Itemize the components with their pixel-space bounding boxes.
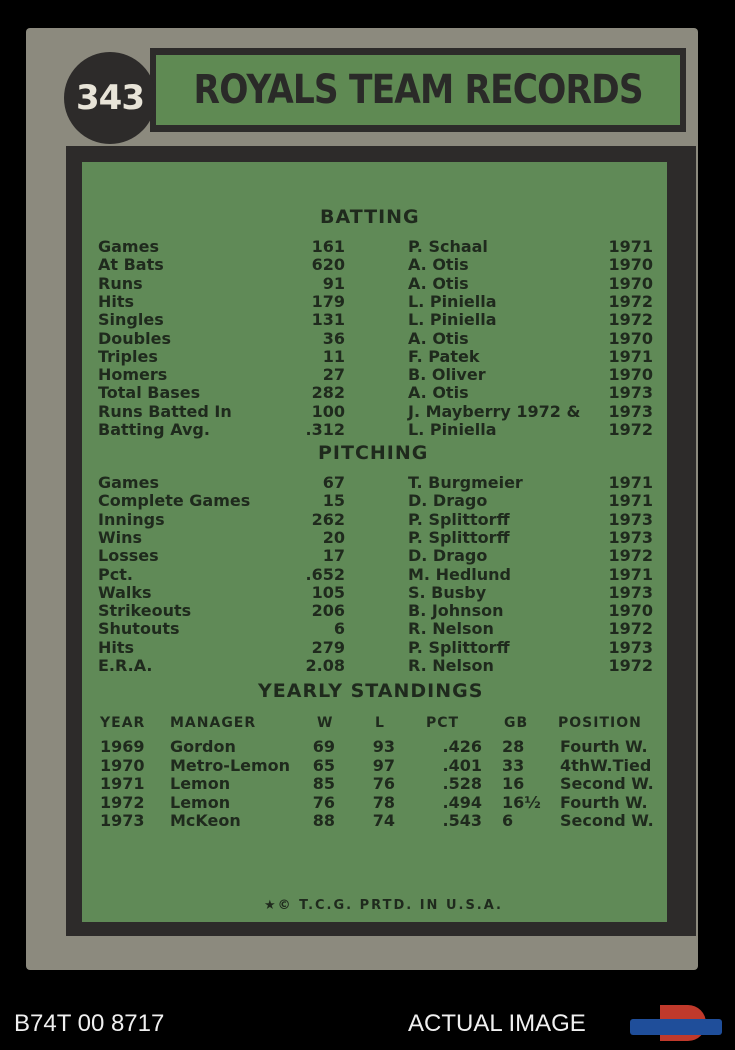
batting-row [82, 275, 667, 293]
batting-value: 131 [311, 310, 345, 330]
pitching-row [82, 492, 667, 510]
standings-header [82, 714, 667, 732]
batting-label: Batting Avg. [98, 420, 210, 439]
pitching-row [82, 474, 667, 492]
standings-gb: 16 [502, 774, 525, 793]
standings-l: 97 [372, 755, 395, 775]
pitching-year: 1971 [608, 491, 653, 511]
standings-year: 1971 [100, 774, 145, 793]
standings-year: 1970 [100, 755, 145, 775]
standings-pct: .528 [442, 774, 482, 793]
pitching-label: E.R.A. [98, 656, 153, 675]
batting-label: Total Bases [98, 383, 201, 403]
standings-position: Fourth W. [560, 792, 648, 812]
standings-l: 93 [372, 737, 395, 756]
pitching-value: 17 [322, 546, 345, 566]
batting-year: 1972 [608, 420, 653, 439]
batting-player: B. Oliver [408, 365, 486, 385]
standings-manager: McKeon [170, 811, 241, 830]
standings-w: 69 [312, 737, 335, 756]
actual-image-label: ACTUAL IMAGE [408, 1010, 586, 1037]
standings-w: 88 [312, 811, 335, 830]
batting-label: Runs [98, 273, 143, 293]
pitching-value: 67 [322, 473, 345, 492]
batting-year: 1973 [608, 401, 653, 421]
batting-value: .312 [305, 420, 345, 439]
standings-row [82, 757, 667, 775]
standings-row [82, 738, 667, 756]
batting-value: 282 [311, 383, 345, 403]
pitching-year: 1973 [608, 637, 653, 657]
batting-label: Runs Batted In [98, 401, 232, 421]
pitching-player: B. Johnson [408, 601, 504, 621]
batting-year: 1970 [608, 328, 653, 348]
title-bar [150, 48, 686, 132]
pitching-label: Strikeouts [98, 601, 192, 621]
pitching-year: 1973 [608, 527, 653, 547]
pitching-player: P. Splittorff [408, 509, 510, 529]
standings-row [82, 775, 667, 793]
standings-position: Second W. [560, 774, 654, 793]
col-l: L [375, 715, 385, 731]
col-manager: MANAGER [170, 715, 257, 731]
standings-heading: YEARLY STANDINGS [258, 680, 484, 702]
batting-year: 1971 [608, 237, 653, 256]
standings-row [82, 794, 667, 812]
records-content [82, 162, 667, 922]
records-panel [66, 146, 696, 936]
batting-year: 1970 [608, 255, 653, 275]
pitching-value: 15 [322, 491, 345, 511]
standings-l: 78 [372, 792, 395, 812]
standings-year: 1973 [100, 811, 145, 830]
batting-label: Triples [98, 346, 158, 366]
batting-row [82, 421, 667, 439]
batting-value: 36 [322, 328, 345, 348]
batting-value: 100 [311, 401, 345, 421]
batting-row [82, 384, 667, 402]
pitching-row [82, 657, 667, 675]
batting-value: 179 [311, 291, 345, 311]
pitching-row [82, 511, 667, 529]
pitching-value: 206 [311, 601, 345, 621]
deans-cards-logo [630, 1005, 722, 1045]
batting-player: A. Otis [408, 273, 469, 293]
batting-value: 91 [322, 273, 345, 293]
batting-row [82, 366, 667, 384]
batting-player: A. Otis [408, 255, 469, 275]
standings-manager: Gordon [170, 737, 236, 756]
batting-year: 1972 [608, 310, 653, 330]
standings-year: 1972 [100, 792, 145, 812]
pitching-label: Wins [98, 527, 143, 547]
pitching-row [82, 639, 667, 657]
col-year: YEAR [100, 715, 146, 731]
standings-pct: .401 [442, 755, 482, 775]
batting-row [82, 256, 667, 274]
col-gb: GB [504, 715, 529, 731]
pitching-player: T. Burgmeier [408, 473, 523, 492]
batting-year: 1970 [608, 365, 653, 385]
standings-manager: Metro-Lemon [170, 755, 291, 775]
batting-player: L. Piniella [408, 420, 497, 439]
batting-label: Homers [98, 365, 168, 385]
batting-row [82, 238, 667, 256]
pitching-player: P. Splittorff [408, 637, 510, 657]
batting-row [82, 403, 667, 421]
pitching-value: 279 [311, 637, 345, 657]
pitching-label: Hits [98, 637, 135, 657]
batting-player: F. Patek [408, 346, 480, 366]
standings-gb: 28 [502, 737, 525, 756]
col-pct: PCT [426, 715, 460, 731]
batting-label: Singles [98, 310, 164, 330]
col-w: W [317, 715, 334, 731]
batting-value: 11 [322, 346, 345, 366]
standings-w: 76 [312, 792, 335, 812]
standings-pct: .543 [442, 811, 482, 830]
pitching-year: 1972 [608, 546, 653, 566]
pitching-value: .652 [305, 564, 345, 584]
batting-player: P. Schaal [408, 237, 488, 256]
pitching-label: Innings [98, 509, 165, 529]
pitching-player: M. Hedlund [408, 564, 511, 584]
pitching-row [82, 566, 667, 584]
batting-row [82, 348, 667, 366]
pitching-player: P. Splittorff [408, 527, 510, 547]
card-title: ROYALS TEAM RECORDS [193, 67, 643, 113]
pitching-row [82, 602, 667, 620]
pitching-player: S. Busby [408, 582, 487, 602]
pitching-value: 2.08 [305, 656, 345, 675]
batting-year: 1972 [608, 291, 653, 311]
batting-label: Games [98, 237, 159, 256]
pitching-heading: PITCHING [318, 442, 429, 464]
pitching-row [82, 620, 667, 638]
pitching-value: 20 [322, 527, 345, 547]
batting-label: At Bats [98, 255, 164, 275]
batting-value: 620 [311, 255, 345, 275]
pitching-year: 1972 [608, 656, 653, 675]
standings-l: 74 [372, 811, 395, 830]
pitching-value: 105 [311, 582, 345, 602]
batting-player: L. Piniella [408, 310, 497, 330]
standings-w: 85 [312, 774, 335, 793]
batting-label: Hits [98, 291, 135, 311]
standings-gb: 6 [502, 811, 514, 830]
batting-value: 161 [311, 237, 345, 256]
batting-player: L. Piniella [408, 291, 497, 311]
standings-l: 76 [372, 774, 395, 793]
pitching-row [82, 529, 667, 547]
batting-player: A. Otis [408, 328, 469, 348]
pitching-label: Pct. [98, 564, 133, 584]
batting-year: 1973 [608, 383, 653, 403]
batting-player: A. Otis [408, 383, 469, 403]
pitching-label: Shutouts [98, 619, 180, 639]
standings-position: 4thW.Tied [560, 755, 652, 775]
batting-row [82, 311, 667, 329]
pitching-row [82, 584, 667, 602]
batting-row [82, 330, 667, 348]
pitching-player: R. Nelson [408, 656, 494, 675]
batting-year: 1970 [608, 273, 653, 293]
pitching-year: 1970 [608, 601, 653, 621]
pitching-label: Walks [98, 582, 152, 602]
pitching-year: 1972 [608, 619, 653, 639]
batting-value: 27 [322, 365, 345, 385]
pitching-year: 1971 [608, 564, 653, 584]
batting-heading: BATTING [320, 206, 420, 228]
copyright-footer: ★© T.C.G. PRTD. IN U.S.A. [264, 898, 503, 913]
batting-player: J. Mayberry 1972 & [408, 401, 581, 421]
grade-label: B74T 00 8717 [14, 1010, 165, 1037]
standings-manager: Lemon [170, 774, 231, 793]
batting-label: Doubles [98, 328, 171, 348]
pitching-year: 1973 [608, 509, 653, 529]
standings-pct: .494 [442, 792, 482, 812]
pitching-label: Complete Games [98, 491, 251, 511]
pitching-label: Losses [98, 546, 159, 566]
pitching-player: D. Drago [408, 491, 488, 511]
pitching-row [82, 547, 667, 565]
standings-position: Fourth W. [560, 737, 648, 756]
standings-pct: .426 [442, 737, 482, 756]
pitching-player: R. Nelson [408, 619, 494, 639]
pitching-player: D. Drago [408, 546, 488, 566]
standings-manager: Lemon [170, 792, 231, 812]
standings-year: 1969 [100, 737, 145, 756]
pitching-year: 1971 [608, 473, 653, 492]
batting-year: 1971 [608, 346, 653, 366]
standings-w: 65 [312, 755, 335, 775]
col-position: POSITION [558, 715, 642, 731]
standings-gb: 33 [502, 755, 525, 775]
card-number: 343 [64, 52, 156, 144]
standings-gb: 16½ [502, 792, 541, 812]
pitching-label: Games [98, 473, 159, 492]
batting-row [82, 293, 667, 311]
standings-row [82, 812, 667, 830]
pitching-year: 1973 [608, 582, 653, 602]
pitching-value: 6 [333, 619, 345, 639]
pitching-value: 262 [311, 509, 345, 529]
standings-position: Second W. [560, 811, 654, 830]
